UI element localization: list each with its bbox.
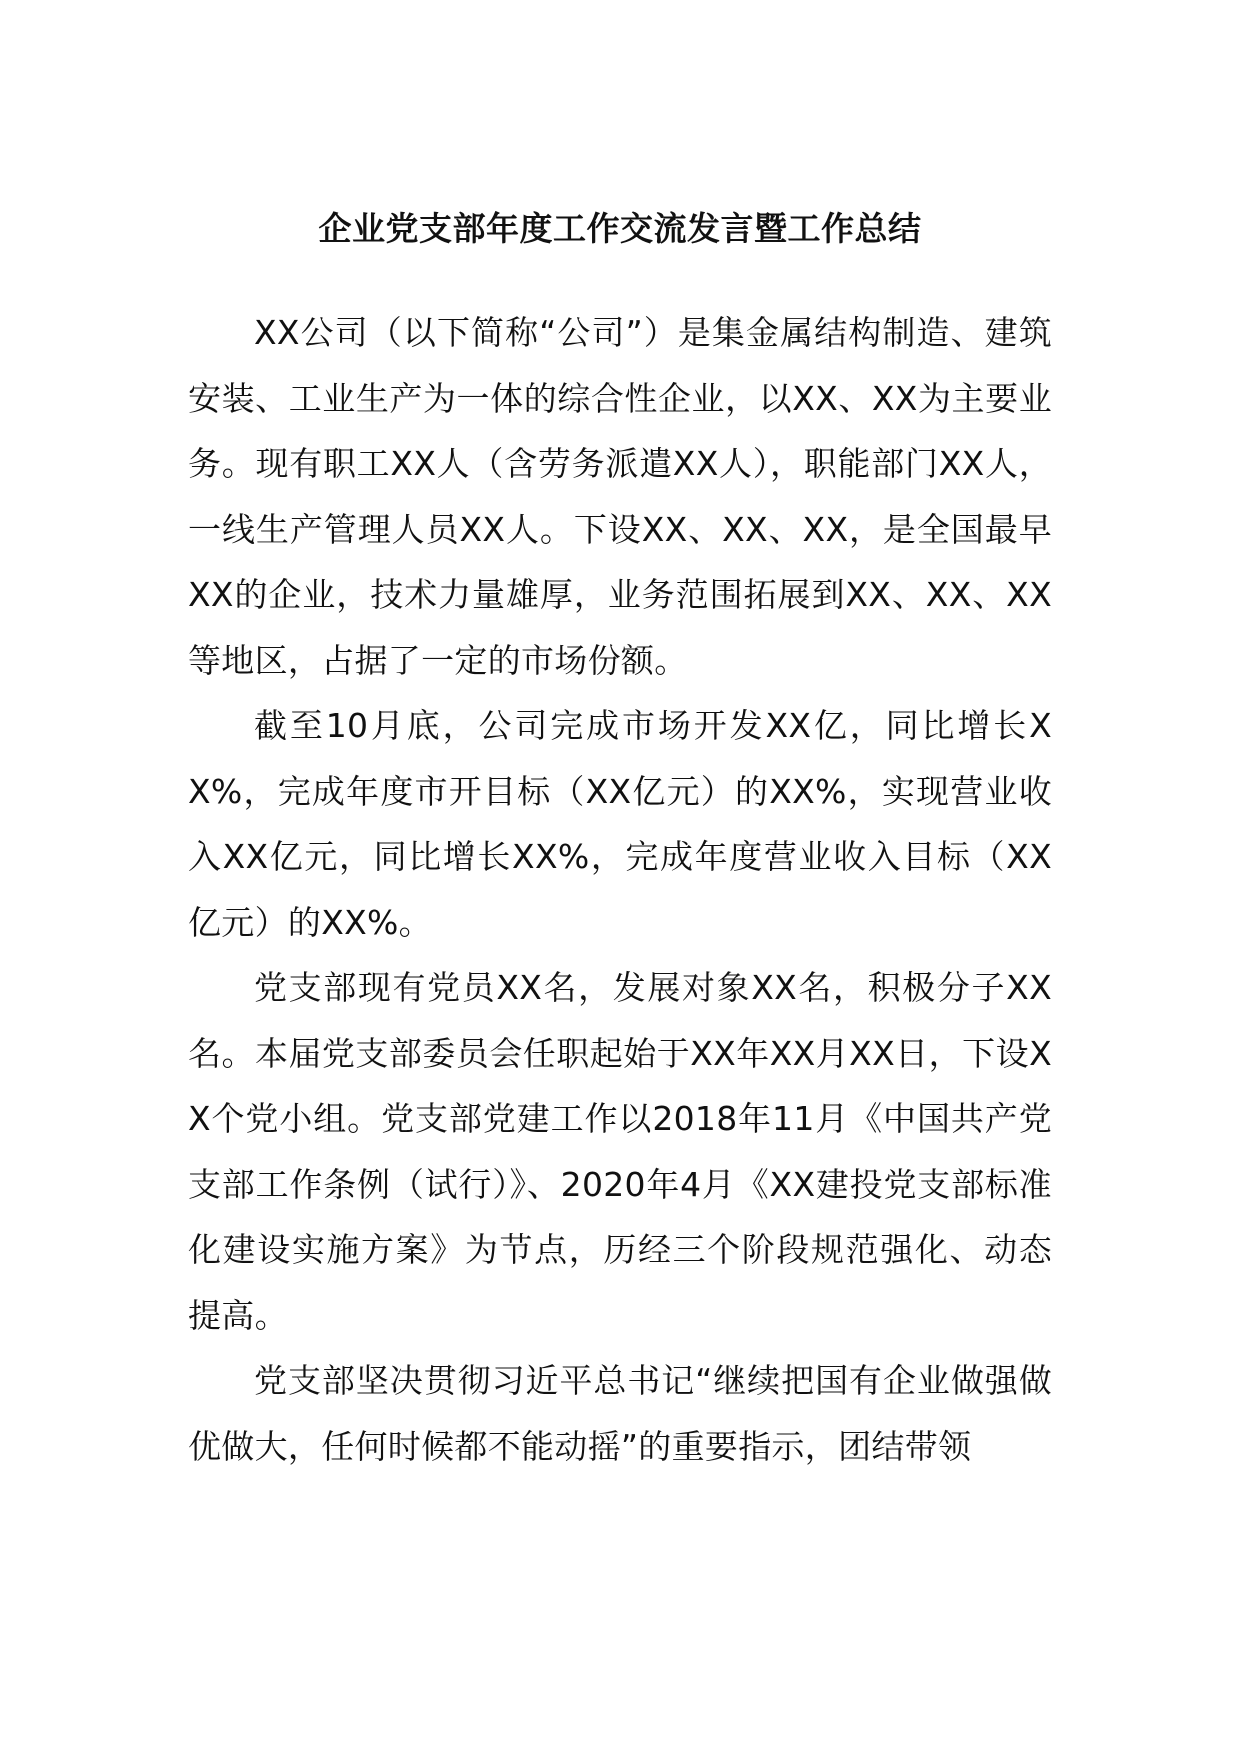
paragraph-party-branch-directive: 党支部坚决贯彻习近平总书记“继续把国有企业做强做优做大，任何时候都不能动摇”的重要指示，团结带领 (188, 1361, 1052, 1466)
paragraph-company-profile: XX公司（以下简称“公司”）是集金属结构制造、建筑安装、工业生产为一体的综合性企业，以XX、XX为主要业务。现有职工XX人（含劳务派遣XX人），职能部门XX人，一线生产管理人员XX人。下设XX、XX、XX，是全国最早XX的企业，技术力量雄厚，业务范围拓展到XX、XX、XX等地区，占据了一定的市场份额。 (188, 313, 1052, 680)
document-body (188, 300, 1052, 1479)
document-title: 企业党支部年度工作交流发言暨工作总结 (318, 209, 922, 248)
paragraph-party-branch-overview: 党支部现有党员XX名，发展对象XX名，积极分子XX名。本届党支部委员会任职起始于XX年XX月XX日，下设XX个党小组。党支部党建工作以2018年11月《中国共产党支部工作条例（试行）》、2020年4月《XX建投党支部标准化建设实施方案》为节点，历经三个阶段规范强化、动态提高。 (188, 968, 1052, 1335)
paragraph-business-performance: 截至10月底，公司完成市场开发XX亿，同比增长XX%，完成年度市开目标（XX亿元）的XX%，实现营业收入XX亿元，同比增长XX%，完成年度营业收入目标（XX亿元）的XX%。 (188, 706, 1052, 942)
